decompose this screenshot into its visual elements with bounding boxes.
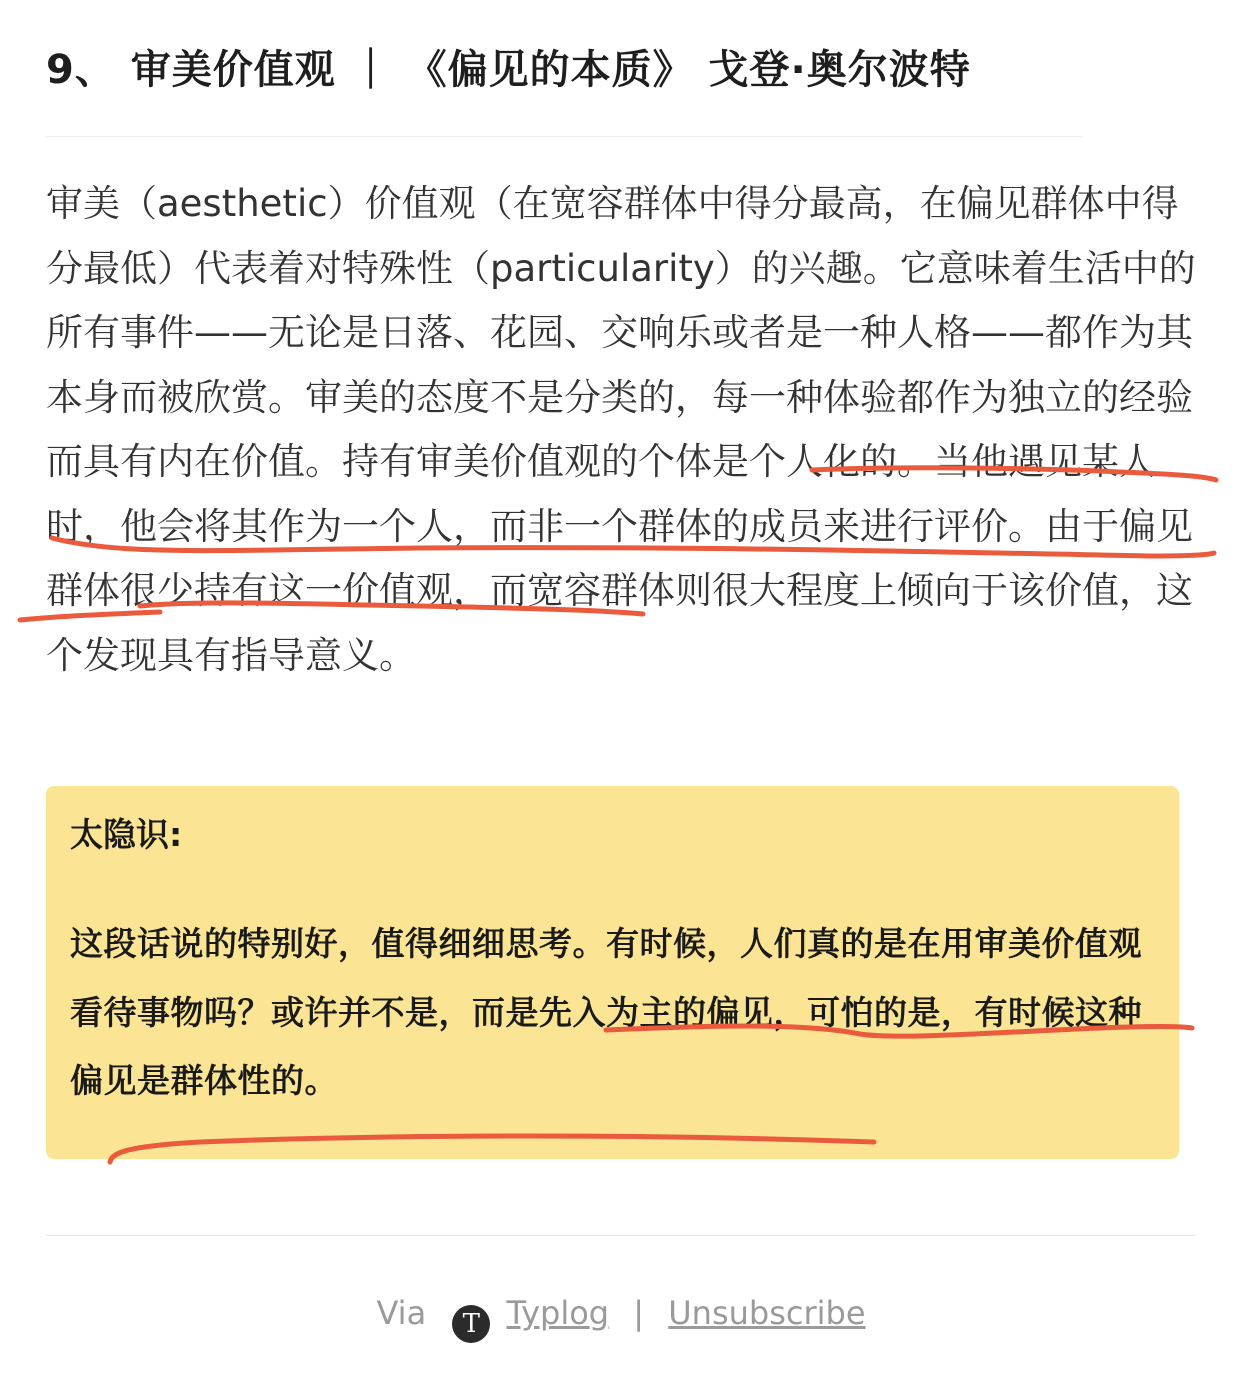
unsubscribe-link[interactable]: Unsubscribe (668, 1294, 866, 1332)
article-body: 审美（aesthetic）价值观（在宽容群体中得分最高，在偏见群体中得分最低）代表着对特殊性（particularity）的兴趣。它意味着生活中的所有事件——无论是日落、花园、交响乐或者是一种人格——都作为其本身而被欣赏。审美的态度不是分类的，每一种体验都作为独立的经验而具有内在价值。持有审美价值观的个体是个人化的。当他遇见某人时，他会将其作为一个人，而非一个群体的成员来进行评价。由于偏见群体很少持有这一价值观，而宽容群体则很大程度上倾向于该价值，这个发现具有指导意义。 (46, 182, 1196, 677)
footer-separator: | (633, 1294, 645, 1332)
comment-box (46, 786, 1179, 1159)
typlog-link[interactable]: Typlog (506, 1294, 610, 1332)
footer-divider (46, 1235, 1196, 1236)
article-title: 9、 审美价值观 ｜ 《偏见的本质》 戈登·奥尔波特 (46, 47, 971, 93)
title-divider (46, 136, 1082, 137)
footer (0, 1288, 1242, 1343)
typlog-logo-icon: T (452, 1305, 490, 1343)
comment-text: 这段话说的特别好，值得细细思考。有时候，人们真的是在用审美价值观看待事物吗？或许并不是，而是先入为主的偏见，可怕的是，有时候这种偏见是群体性的。 (70, 924, 1142, 1100)
via-label: Via (376, 1294, 427, 1332)
comment-label: 太隐识: (70, 815, 183, 854)
